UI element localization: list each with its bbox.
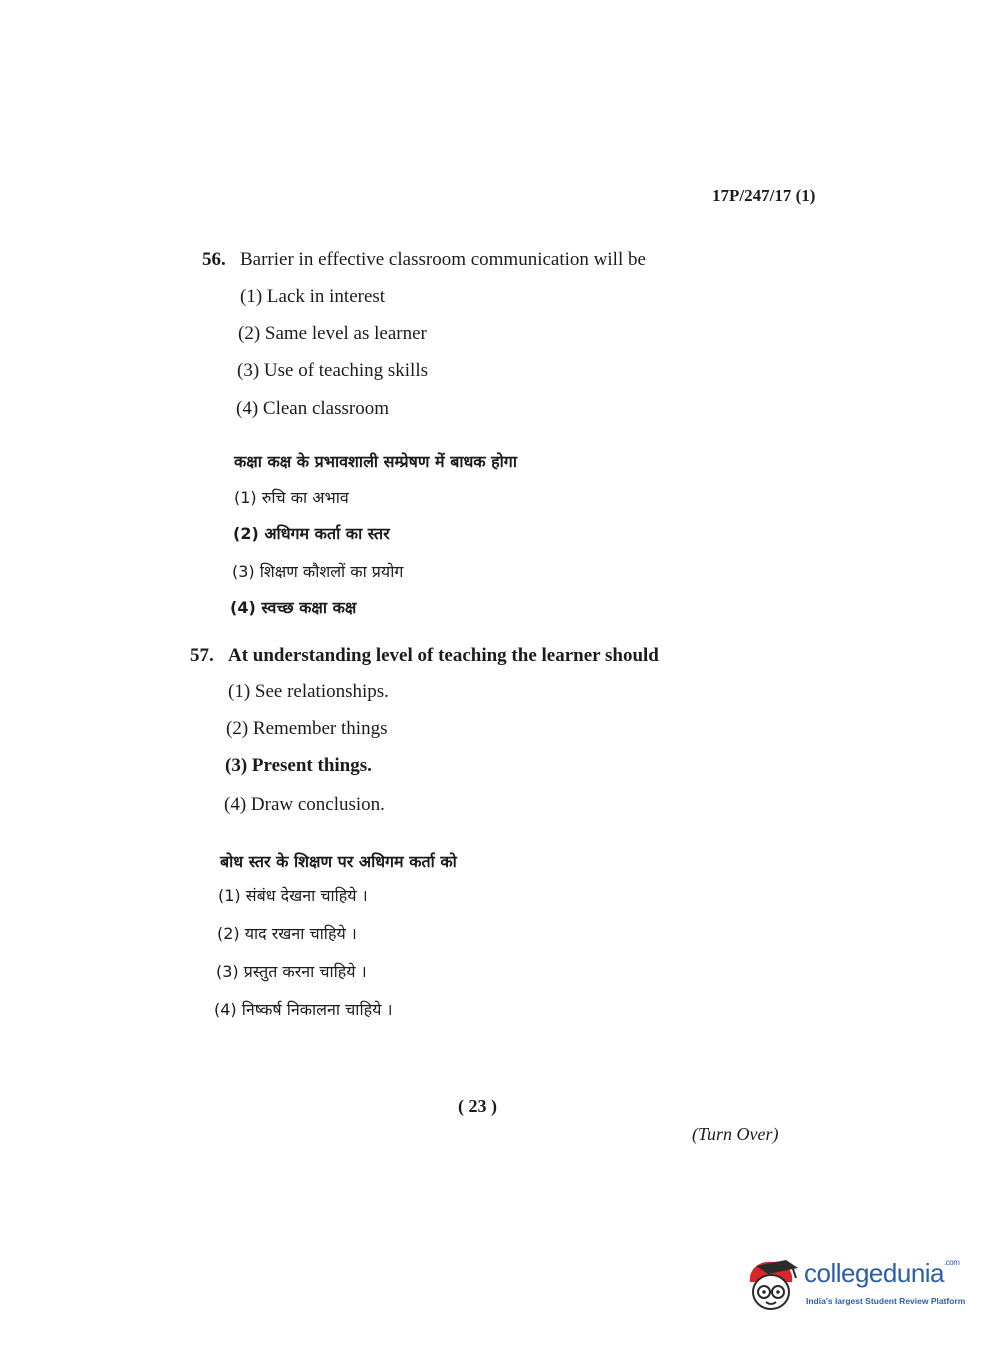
question-text: Barrier in effective classroom communication will be <box>240 249 646 270</box>
q57-hindi-option-4: (4) निष्कर्ष निकालना चाहिये । <box>214 1000 393 1019</box>
q57-hindi-option-1: (1) संबंध देखना चाहिये । <box>218 886 368 905</box>
question-57 <box>190 645 659 667</box>
q57-hindi-option-3: (3) प्रस्तुत करना चाहिये । <box>216 962 367 981</box>
paper-code: 17P/247/17 (1) <box>712 186 816 205</box>
question-56 <box>202 249 646 271</box>
q56-hindi-option-4: (4) स्वच्छ कक्षा कक्ष <box>230 598 357 617</box>
q56-option-1: (1) Lack in interest <box>240 286 386 307</box>
q57-option-4: (4) Draw conclusion. <box>224 794 385 815</box>
question-number: 56. <box>202 249 226 270</box>
q56-option-3: (3) Use of teaching skills <box>237 360 429 381</box>
q57-option-2: (2) Remember things <box>226 718 388 739</box>
brand-name: collegedunia$^{.com}$ <box>804 1258 960 1288</box>
question-text: At understanding level of teaching the learner should <box>228 645 659 666</box>
q56-hindi-option-2: (2) अधिगम कर्ता का स्तर <box>233 524 390 543</box>
question-number: 57. <box>190 645 214 666</box>
brand-tagline: India's largest Student Review Platform <box>806 1296 966 1306</box>
q57-hindi-option-2: (2) याद रखना चाहिये । <box>217 924 357 943</box>
turn-over-note: (Turn Over) <box>692 1124 779 1144</box>
q56-hindi-text: कक्षा कक्ष के प्रभावशाली सम्प्रेषण में बाधक होगा <box>234 452 517 471</box>
q56-hindi-option-3: (3) शिक्षण कौशलों का प्रयोग <box>232 562 404 581</box>
q57-option-3: (3) Present things. <box>225 755 372 776</box>
q56-option-2: (2) Same level as learner <box>238 323 427 344</box>
brand-logo <box>742 1250 972 1320</box>
q56-option-4: (4) Clean classroom <box>236 398 390 419</box>
q56-hindi-option-1: (1) रुचि का अभाव <box>234 488 349 507</box>
mascot-logo-icon <box>742 1256 800 1314</box>
q57-option-1: (1) See relationships. <box>228 681 389 702</box>
page-number: ( 23 ) <box>458 1096 497 1116</box>
q57-hindi-text: बोध स्तर के शिक्षण पर अधिगम कर्ता को <box>220 852 457 871</box>
